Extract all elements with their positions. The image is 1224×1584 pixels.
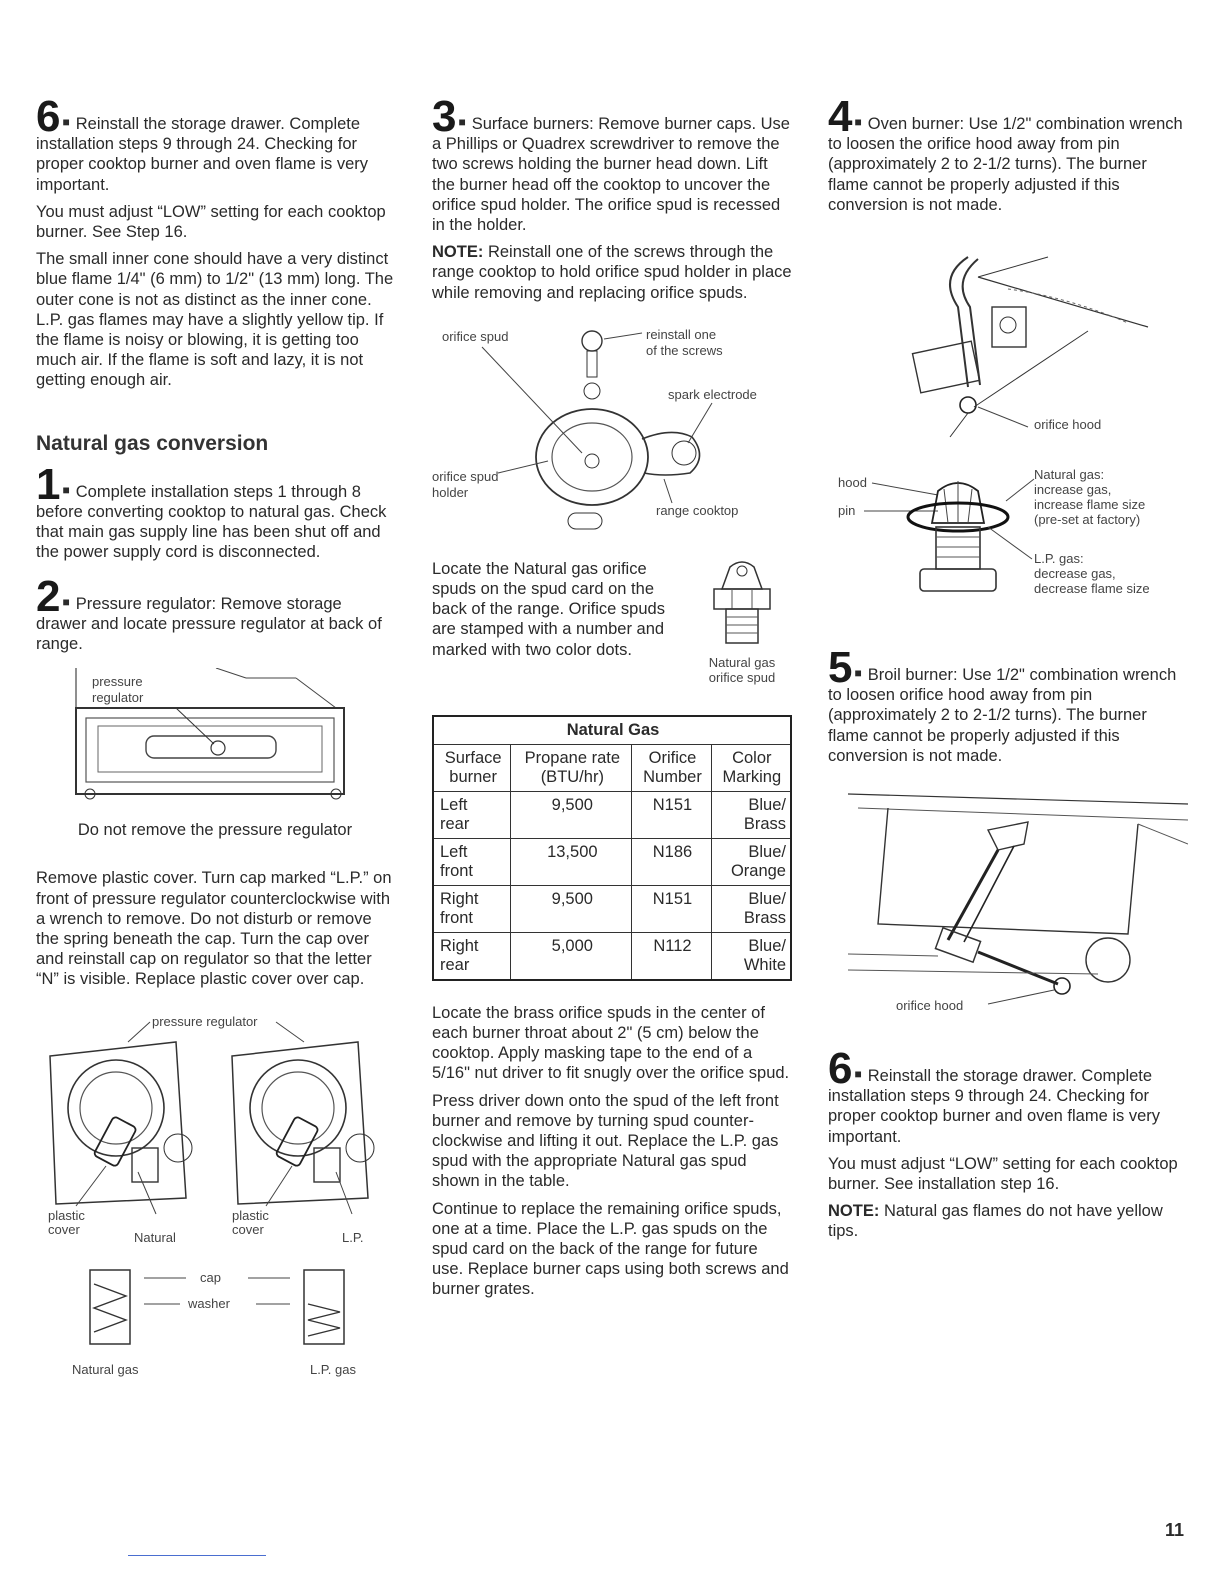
step-bullet: ■ (62, 482, 70, 497)
cell-text: front (440, 861, 474, 880)
step-bullet: ■ (458, 115, 466, 129)
natural-gas-caption: Natural gas (72, 1361, 139, 1377)
footer-rule (128, 1555, 266, 1556)
cell-text: rear (440, 814, 470, 833)
spud-figure (692, 559, 792, 685)
cap-label: cap (200, 1269, 221, 1285)
table-row (433, 885, 791, 932)
broil-burner-figure (828, 784, 1188, 1034)
cover-label-right: cover (232, 1221, 264, 1237)
step-bullet: ■ (854, 666, 862, 681)
cell-text: Right (440, 936, 479, 955)
orifice-cell: N151 (632, 885, 711, 932)
cell-text: Orange (730, 861, 786, 880)
locate-spuds-paragraph: Locate the Natural gas orifice spuds on the spud card on the back of the range. Orifice spuds are stamped with a number and marked with two color dots. (432, 559, 665, 659)
reinstall-label-2: of the screws (646, 342, 723, 358)
cell-text: rear (440, 955, 470, 974)
regulator-label-2: regulator (92, 690, 144, 706)
step-number: 3 (432, 92, 457, 141)
orifice-cell: N151 (632, 791, 711, 838)
hood-pin-figure (828, 467, 1188, 617)
table-row (433, 791, 791, 838)
natural-label: Natural (134, 1229, 176, 1245)
step-number: 6 (828, 1044, 853, 1094)
step-number: 2 (36, 571, 61, 621)
cell-text: Right (440, 889, 479, 908)
remove-cover-paragraph: Remove plastic cover. Turn cap marked “L.P.” on front of pressure regulator counterclockwise with a wrench to remove. Do not disturb or remove the spring beneath the cap. Turn the cap over and reinstall cap on regulator so that the letter “N” is visible. Replace plastic cover over cap. (36, 869, 392, 989)
page-number: 11 (1164, 1520, 1184, 1540)
note-paragraph (828, 1201, 1188, 1241)
table-header-row (433, 744, 791, 791)
oven-burner-figure (828, 237, 1188, 467)
spud-caption-2: orifice spud (708, 669, 776, 685)
header-text: Orifice (648, 748, 697, 767)
spark-electrode-label: spark electrode (668, 386, 757, 402)
regulator-label-1: pressure (92, 674, 143, 690)
color-cell (711, 885, 791, 932)
step-number: 4 (828, 92, 853, 141)
header-text: Number (643, 767, 702, 786)
header-text: Color (732, 748, 772, 767)
cell-text: Left (440, 795, 468, 814)
regulator-figure (36, 668, 394, 840)
lp-gas-hood-label-2: decrease gas, (1034, 566, 1116, 582)
header-propane-rate (511, 744, 632, 791)
cell-text: Blue/ (748, 795, 786, 814)
step-bullet: ■ (62, 594, 70, 609)
color-cell (711, 791, 791, 838)
note-text: Reinstall one of the screws through the range cooktop to hold orifice spud holder in place while removing and replacing orifice spuds. (432, 243, 792, 302)
header-surface-burner (433, 744, 511, 791)
step-6-reinstall-drawer (36, 92, 394, 195)
lp-gas-hood-label-3: decrease flame size (1034, 581, 1150, 597)
orifice-hood-label-oven: orifice hood (1034, 417, 1102, 433)
flame-cone-paragraph: The small inner cone should have a very distinct blue flame 1/4" (6 mm) to 1/2" (13 mm) long. The outer cone is not as distinct as the inner cone. L.P. gas flames may have a slightly yellow tip. If the flame is noisy or blowing, it is getting too much air. If the flame is soft and lazy, it is not getting enough air. (36, 250, 394, 390)
step-text: Oven burner: Use 1/2" combination wrench to loosen the orifice hood away from pin (approximately 2 to 2-1/2 turns). The burner flame cannot be properly adjusted if this conversion is not made. (828, 115, 1183, 214)
note-text: Natural gas flames do not have yellow tips. (828, 1202, 1163, 1241)
step-2-pressure-regulator (36, 571, 394, 655)
orifice-spud-drawing (692, 559, 792, 655)
table-title-row (433, 716, 791, 745)
brass-spuds-paragraph: Locate the brass orifice spuds in the center of each burner throat about 2" (5 cm) below the cooktop. Apply masking tape to the end of a 5/16" nut driver to fit snugly over the orifice spud. (432, 1003, 790, 1083)
header-color-marking (711, 744, 791, 791)
step-bullet: ■ (854, 115, 862, 129)
lp-gas-hood-label-1: L.P. gas: (1034, 551, 1084, 567)
natural-gas-hood-label-2: increase gas, (1034, 482, 1112, 498)
orifice-cell: N186 (632, 838, 711, 885)
table-row (433, 838, 791, 885)
header-text: burner (449, 767, 497, 786)
natural-gas-hood-label-3: increase flame size (1034, 497, 1146, 513)
plastic-label-left: plastic (48, 1207, 85, 1223)
section-heading: Natural gas conversion (36, 431, 269, 455)
orifice-cell: N112 (632, 932, 711, 980)
cap-conversion-figure (36, 1008, 394, 1358)
table-title: Natural Gas (433, 716, 791, 745)
regulator-drawing (36, 668, 394, 816)
column-middle (432, 92, 792, 1307)
burner-cell (433, 885, 511, 932)
pressure-regulator-label: pressure regulator (152, 1013, 258, 1029)
rate-cell: 13,500 (511, 838, 632, 885)
spud-locate-block (432, 559, 792, 685)
color-cell (711, 838, 791, 885)
cell-text: Left (440, 842, 468, 861)
step-6-reinstall-drawer-natural (828, 1044, 1188, 1147)
press-driver-paragraph: Press driver down onto the spud of the left front burner and remove by turning spud counter-clockwise and lifting it out. Replace the L.P. gas spud with the appropriate Natural gas spud shown in the table. (432, 1091, 779, 1191)
step-1-complete-installation (36, 459, 394, 563)
cell-text: White (743, 955, 786, 974)
natural-gas-hood-label-1: Natural gas: (1034, 467, 1105, 483)
rate-cell: 5,000 (511, 932, 632, 980)
step-text: Broil burner: Use 1/2" combination wrench to loosen orifice hood away from pin (approximately 2 to 2-1/2 turns). The burner flame cannot be properly adjusted if this conversion is not made. (828, 666, 1177, 765)
step-text: Reinstall the storage drawer. Complete installation steps 9 through 24. Checking for proper cooktop burner and oven flame is very important. (828, 1067, 1161, 1146)
cell-text: Blue/ (748, 889, 786, 908)
cell-text: Blue/ (748, 936, 786, 955)
regulator-caption: Do not remove the pressure regulator (77, 821, 353, 840)
rate-cell: 9,500 (511, 885, 632, 932)
step-number: 6 (36, 92, 61, 141)
range-cooktop-label: range cooktop (656, 502, 739, 518)
color-cell (711, 932, 791, 980)
burner-cell (433, 932, 511, 980)
cell-text: Brass (743, 814, 786, 833)
orifice-hood-label-broil: orifice hood (896, 998, 964, 1014)
adjust-low-paragraph: You must adjust “LOW” setting for each cooktop burner. See Step 16. (36, 202, 386, 242)
step-3-surface-burners (432, 92, 792, 235)
table-row (433, 932, 791, 980)
step-text: Surface burners: Remove burner caps. Use a Phillips or Quadrex screwdriver to remove the two screws holding the burner head down. Lift the burner head off the cooktop to uncover the orifice spud holder. The orifice spud is recessed in the holder. (432, 115, 790, 235)
note-paragraph (432, 242, 792, 303)
hood-label: hood (838, 475, 867, 491)
cell-text: front (440, 908, 474, 927)
step-number: 1 (36, 459, 61, 509)
cell-text: Blue/ (748, 842, 786, 861)
orifice-spud-label: orifice spud (442, 328, 509, 344)
cell-text: Brass (743, 908, 786, 927)
step-text: Pressure regulator: Remove storage drawer and locate pressure regulator at back of range. (36, 594, 382, 654)
burner-figure (432, 327, 792, 537)
step-bullet: ■ (854, 1067, 862, 1082)
natural-gas-hood-label-4: (pre-set at factory) (1034, 512, 1141, 528)
header-text: Marking (722, 767, 782, 786)
adjust-low-paragraph: You must adjust “LOW” setting for each cooktop burner. See installation step 16. (828, 1154, 1178, 1194)
header-text: (BTU/hr) (540, 767, 604, 786)
column-right (828, 92, 1188, 1249)
reinstall-label-1: reinstall one (646, 326, 717, 342)
column-left (36, 92, 394, 1380)
burner-cell (433, 791, 511, 838)
holder-label-1: orifice spud (432, 468, 499, 484)
step-4-oven-burner (828, 92, 1188, 215)
spud-caption (692, 655, 792, 685)
continue-replace-paragraph: Continue to replace the remaining orifice spuds, one at a time. Place the L.P. gas spuds on the spud card on the back of the range for future use. Replace burner caps using both screws and burner grates. (432, 1199, 789, 1299)
pin-label: pin (838, 503, 856, 519)
lp-gas-caption: L.P. gas (309, 1361, 356, 1377)
step-text: Complete installation steps 1 through 8 before converting cooktop to natural gas. Check that main gas supply line has been shut off and the power supply cord is disconnected. (36, 482, 387, 562)
plastic-label-right: plastic (232, 1207, 269, 1223)
cover-label-left: cover (48, 1221, 80, 1237)
burner-cell (433, 838, 511, 885)
spud-caption-1: Natural gas (708, 654, 776, 670)
step-number: 5 (828, 643, 853, 693)
step-text: Reinstall the storage drawer. Complete installation steps 9 through 24. Checking for proper cooktop burner and oven flame is very important. (36, 115, 369, 194)
header-text: Surface (444, 748, 502, 767)
note-label: NOTE: (432, 243, 484, 262)
lp-label: L.P. (342, 1229, 364, 1245)
header-text: Propane rate (524, 748, 621, 767)
note-label: NOTE: (828, 1202, 880, 1221)
header-orifice-number (632, 744, 711, 791)
holder-label-2: holder (432, 484, 469, 500)
step-bullet: ■ (62, 115, 70, 129)
natural-gas-table (432, 715, 792, 981)
rate-cell: 9,500 (511, 791, 632, 838)
washer-label: washer (188, 1295, 230, 1311)
step-5-broil-burner (828, 643, 1188, 766)
cap-figure-captions (36, 1360, 356, 1380)
